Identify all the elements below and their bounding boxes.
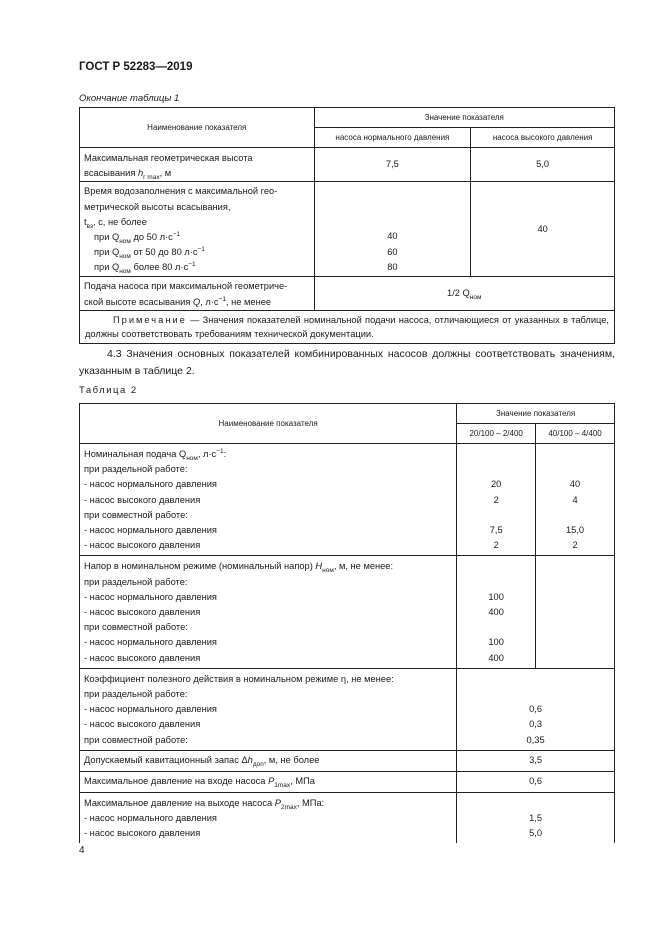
t2-g1-b4: 2 — [572, 540, 578, 551]
t1-r1-normal: 7,5 — [314, 148, 471, 182]
t2-g1-b3: 15,0 — [565, 525, 585, 536]
t2-g2-i4: - насос высокого давления — [84, 652, 201, 663]
t2-header-name: Наименование показателя — [80, 404, 457, 444]
t1-r3-line1: Подача насоса при максимальной геометриче- — [84, 281, 288, 292]
table-note-row — [80, 310, 615, 343]
t2-g3-title: Коэффициент полезного действия в номинальном режиме η, не менее: — [84, 673, 394, 684]
document-header: ГОСТ Р 52283—2019 — [79, 61, 193, 73]
t1-r2-line2: метрической высоты всасывания, — [84, 201, 231, 212]
t2-g6-v2: 5,0 — [529, 828, 543, 839]
t2-g2-v3: 100 — [488, 637, 504, 648]
t1-header-high: насоса высокого давления — [471, 128, 615, 148]
t2-g2-v2: 400 — [488, 607, 504, 618]
t1-r2-v3: 80 — [387, 261, 398, 272]
table-row — [80, 792, 615, 843]
t1-r2-v1: 40 — [387, 231, 398, 242]
table-row — [80, 277, 615, 310]
t2-g2-i2: - насос высокого давления — [84, 607, 201, 618]
t2-g2-sep: при раздельной работе: — [84, 576, 188, 587]
t2-r5-value: 0,6 — [457, 771, 615, 792]
t2-g2-v1: 100 — [488, 591, 504, 602]
t2-g1-sep: при раздельной работе: — [84, 464, 188, 475]
t1-r2-high: 40 — [471, 182, 615, 277]
t1-r2-line3: $t_{вз}$, с, не более — [84, 216, 147, 230]
t1-note: Примечание — Значения показателей номинальной подачи насоса, отличающиеся от указанных в таблице, должны соответствовать требованиям технической документации. — [80, 310, 615, 343]
table-row — [80, 556, 615, 668]
t2-g1-a1: 20 — [490, 479, 502, 490]
t2-g1-b1: 40 — [569, 479, 581, 490]
t2-g6-i1: - насос нормального давления — [84, 813, 217, 824]
t2-header-value: Значение показателя — [457, 404, 615, 424]
t2-g1-i4: - насос высокого давления — [84, 540, 201, 551]
t2-g1-i3: - насос нормального давления — [84, 525, 217, 536]
table-row — [80, 771, 615, 792]
t1-r2-sub1: при $Q_{ном}$ до 50 $л\cdot с^{-1}$ — [94, 231, 181, 246]
t2-header-a: 20/100 – 2/400 — [457, 424, 536, 444]
t2-g1-joint: при совместной работе: — [84, 509, 188, 520]
t2-g1-b2: 4 — [572, 494, 578, 505]
t1-header-normal: насоса нормального давления — [314, 128, 471, 148]
t2-g3-sep: при раздельной работе: — [84, 689, 188, 700]
page-number: 4 — [79, 845, 85, 856]
t1-r1-line1: Максимальная геометрическая высота — [84, 153, 253, 163]
t2-r4-label: Допускаемый кавитационный запас $\Delta h_{доп}$, м, не более — [80, 750, 457, 771]
t1-r2-sub3: при $Q_{ном}$ более 80 $л\cdot с^{-1}$ — [94, 261, 196, 276]
t2-g3-v2: 0,3 — [529, 719, 543, 730]
t1-r1-high: 5,0 — [471, 148, 615, 182]
table-row — [80, 750, 615, 771]
t2-g6-i2: - насос высокого давления — [84, 828, 201, 839]
t2-g2-title: Напор в номинальном режиме (номинальный напор) $H_{ном}$, м, не менее: — [84, 561, 394, 575]
t2-g2-i1: - насос нормального давления — [84, 591, 217, 602]
t2-g2-i3: - насос нормального давления — [84, 637, 217, 648]
t2-g3-i1: - насос нормального давления — [84, 704, 217, 715]
paragraph-4-3: 4.3 Значения основных показателей комбинированных насосов должны соответствовать значениям, указанным в таблице 2. — [79, 348, 615, 377]
t2-g1-i1: - насос нормального давления — [84, 479, 217, 490]
t2-g1-i2: - насос высокого давления — [84, 494, 201, 505]
t1-r3-line2: ской высоте всасывания Q, $л\cdot с^{-1}$, не менее — [84, 295, 272, 307]
t2-r5-label: Максимальное давление на входе насоса $P_{1max}$, МПа — [80, 771, 457, 792]
table-1 — [79, 107, 615, 344]
t2-g2-joint: при совместной работе: — [84, 622, 188, 633]
table-row — [80, 668, 615, 750]
t2-g6-title: Максимальное давление на выходе насоса $P_{2max}$, МПа: — [84, 797, 325, 811]
t2-header-b: 40/100 – 4/400 — [536, 424, 615, 444]
table-row — [80, 182, 615, 277]
table-row — [80, 148, 615, 182]
table-2 — [79, 403, 615, 843]
table1-caption: Окончание таблицы 1 — [79, 93, 180, 104]
t2-g3-joint: при совместной работе: — [84, 734, 188, 745]
t1-header-value: Значение показателя — [314, 108, 614, 128]
t2-g2-v4: 400 — [488, 652, 504, 663]
t2-g1-a4: 2 — [493, 540, 499, 551]
table2-caption: Таблица 2 — [79, 385, 138, 396]
t1-header-name: Наименование показателя — [80, 108, 315, 148]
t1-r3-value: 1/2 $Q_{ном}$ — [314, 277, 614, 310]
t2-g1-title: Номинальная подача $Q_{ном}$, $л\cdot с^{-1}$: — [84, 448, 227, 462]
t2-g3-i2: - насос высокого давления — [84, 719, 201, 730]
t2-g1-a3: 7,5 — [489, 525, 503, 536]
t2-g1-a2: 2 — [493, 494, 499, 505]
t2-g3-v1: 0,6 — [529, 704, 543, 715]
t1-r2-v2: 60 — [387, 246, 398, 257]
t2-g3-v3: 0,35 — [526, 734, 545, 745]
t1-r2-line1: Время водозаполнения с максимальной гео- — [84, 186, 278, 197]
t1-r2-sub2: при $Q_{ном}$ от 50 до 80 $л\cdot с^{-1}$ — [94, 246, 205, 261]
t2-g6-v1: 1,5 — [529, 813, 543, 824]
t1-r1-line2: всасывания $h_{г max}$, м — [84, 168, 172, 182]
t2-r4-value: 3,5 — [457, 750, 615, 771]
table-row — [80, 444, 615, 556]
